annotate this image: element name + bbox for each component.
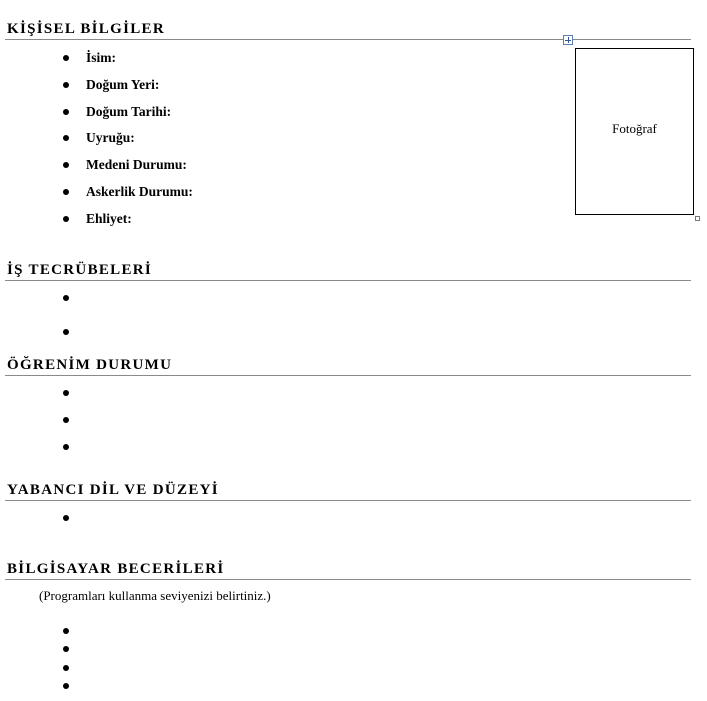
list-item-nationality[interactable] [62,130,135,146]
list-item-label: Askerlik Durumu: [86,184,193,199]
list-item-drivers-license[interactable] [62,211,132,227]
instruction-note: (Programları kullanma seviyenizi belirtiniz.) [39,588,271,603]
section-divider [5,500,691,501]
photo-label: Fotoğraf [612,121,657,136]
bullet-icon [63,135,69,141]
list-item-label: Medeni Durumu: [86,157,187,172]
bullet-icon [63,665,69,671]
list-item-label: Doğum Yeri: [86,77,160,92]
section-title-education: ÖĞRENİM DURUMU [7,357,173,373]
list-item-birthplace[interactable] [62,77,159,93]
bullet-icon [63,683,69,689]
list-item-label: Doğum Tarihi: [86,104,172,119]
bullet-icon [63,82,69,88]
bullet-icon [63,628,69,634]
table-resize-handle-icon[interactable] [695,216,700,221]
bullet-icon [63,515,69,521]
bullet-icon [63,216,69,222]
section-divider [5,579,691,580]
bullet-icon [63,109,69,115]
list-item-label: Ehliyet: [86,211,132,226]
list-item-military-status[interactable] [62,184,193,200]
bullet-icon [63,295,69,301]
section-title-personal-info: KİŞİSEL BİLGİLER [7,21,165,37]
section-title-languages: YABANCI DİL VE DÜZEYİ [7,482,219,498]
bullet-icon [63,189,69,195]
list-item-marital-status[interactable] [62,157,187,173]
bullet-icon [63,417,69,423]
bullet-icon [63,329,69,335]
bullet-icon [63,444,69,450]
section-divider [5,375,691,376]
bullet-icon [63,162,69,168]
bullet-icon [63,55,69,61]
photo-box[interactable] [575,48,694,215]
bullet-icon [63,646,69,652]
list-item-name[interactable] [62,50,116,66]
list-item-birthdate[interactable] [62,104,171,120]
list-item-label: Uyruğu: [86,130,135,145]
table-move-handle-icon[interactable] [563,35,573,45]
list-item-label: İsim: [86,50,116,65]
section-divider [5,280,691,281]
section-divider [5,39,691,40]
bullet-icon [63,390,69,396]
section-title-experience: İŞ TECRÜBELERİ [7,262,153,278]
section-title-computer-skills: BİLGİSAYAR BECERİLERİ [7,561,225,577]
